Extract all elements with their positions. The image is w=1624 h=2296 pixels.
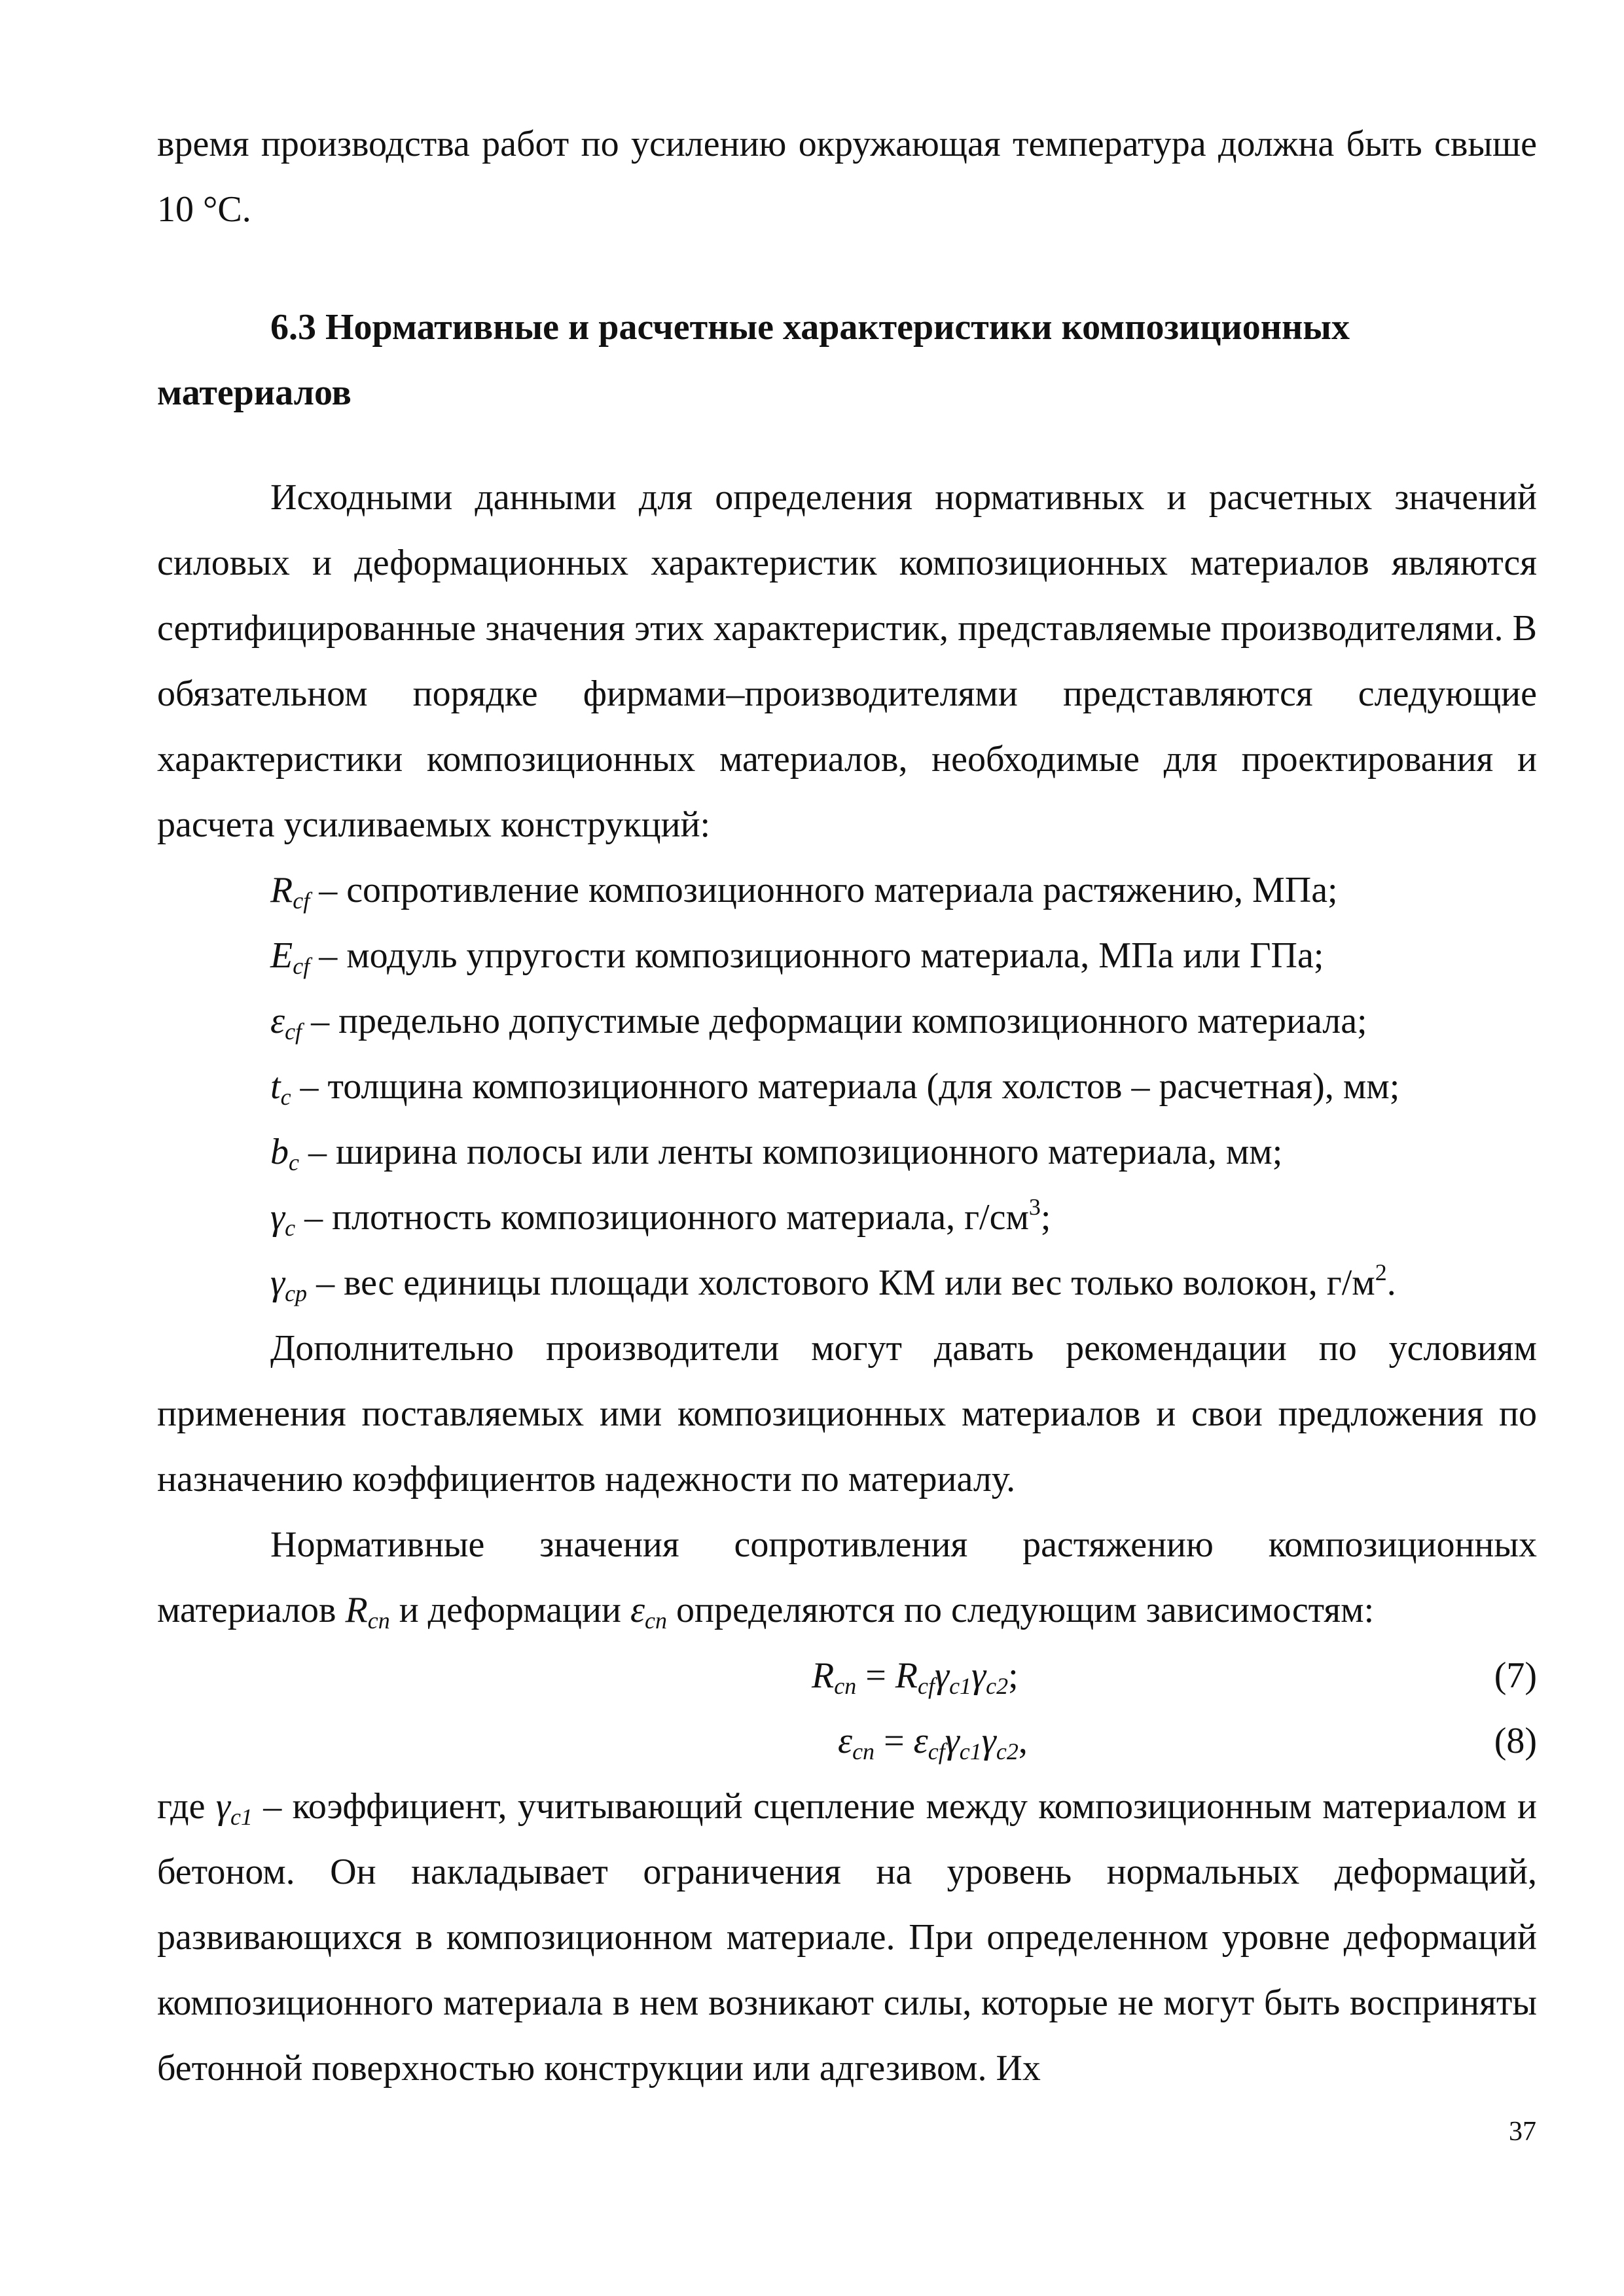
page-number: 37 xyxy=(1509,2117,1536,2147)
characteristic-item: $R_{cf}$ – сопротивление композиционного материала растяжению, МПа; xyxy=(270,870,1338,914)
paragraph-3: Нормативные значения сопротивления растяжению композиционных материалов $R_{cn}$ и деформации $\varepsilon_{cn}$ определяются по следующим зависимостям: xyxy=(157,1524,1537,1634)
characteristic-item: $b_c$ – ширина полосы или ленты композиционного материала, мм; xyxy=(270,1132,1283,1175)
section-heading xyxy=(157,295,1537,425)
formula-7-expression: $R_{cn} = R_{cf}\gamma_{c1}\gamma_{c2}$; xyxy=(812,1655,1019,1699)
characteristic-item: $\gamma_c$ – плотность композиционного материала, $г/см^3$; xyxy=(270,1194,1051,1241)
characteristic-item: $E_{cf}$ – модуль упругости композиционного материала, МПа или ГПа; xyxy=(270,935,1324,979)
formula-8-number: (8) xyxy=(1494,1721,1537,1761)
paragraph-top: время производства работ по усилению окружающая температура должна быть свыше 10 °С. xyxy=(157,124,1537,230)
section-number: 6.3 xyxy=(270,307,316,348)
formula-8 xyxy=(157,1708,1537,1774)
page-body xyxy=(157,111,1537,2101)
paragraph-2: Дополнительно производители могут давать рекомендации по условиям применения поставляемых ими композиционных материалов и свои предложения по назначению коэффициентов надежности по материалу. xyxy=(157,1328,1537,1499)
characteristic-item: $\varepsilon_{cf}$ – предельно допустимые деформации композиционного материала; xyxy=(270,1001,1367,1045)
characteristic-item: $\gamma_{cp}$ – вес единицы площади холстового КМ или вес только волокон, $г/м^2$. xyxy=(270,1259,1396,1306)
paragraph-1: Исходными данными для определения нормативных и расчетных значений силовых и деформационных характеристик композиционных материалов являются сертифицированные значения этих характеристик, представляемые производителями. В обязательном порядке фирмами–производителями представляются следующие характеристики композиционных материалов, необходимые для проектирования и расчета усиливаемых конструкций: xyxy=(157,477,1537,845)
characteristics-list xyxy=(157,857,1537,1316)
characteristic-item: $t_c$ – толщина композиционного материала (для холстов – расчетная), мм; xyxy=(270,1066,1400,1110)
section-title: Нормативные и расчетные характеристики композиционных материалов xyxy=(157,307,1350,413)
formula-7 xyxy=(157,1643,1537,1708)
paragraph-4: где $\gamma_{c1}$ – коэффициент, учитывающий сцепление между композиционным материалом и бетоном. Он накладывает ограничения на уровень нормальных деформаций, развивающихся в композиционном материале. При определенном уровне деформаций композиционного материала в нем возникают силы, которые не могут быть восприняты бетонной поверхностью конструкции или адгезивом. Их xyxy=(157,1786,1538,2089)
formula-7-number: (7) xyxy=(1494,1655,1537,1696)
formula-8-expression: $\varepsilon_{cn} = \varepsilon_{cf}\gamma_{c1}\gamma_{c2}$, xyxy=(838,1721,1028,1765)
